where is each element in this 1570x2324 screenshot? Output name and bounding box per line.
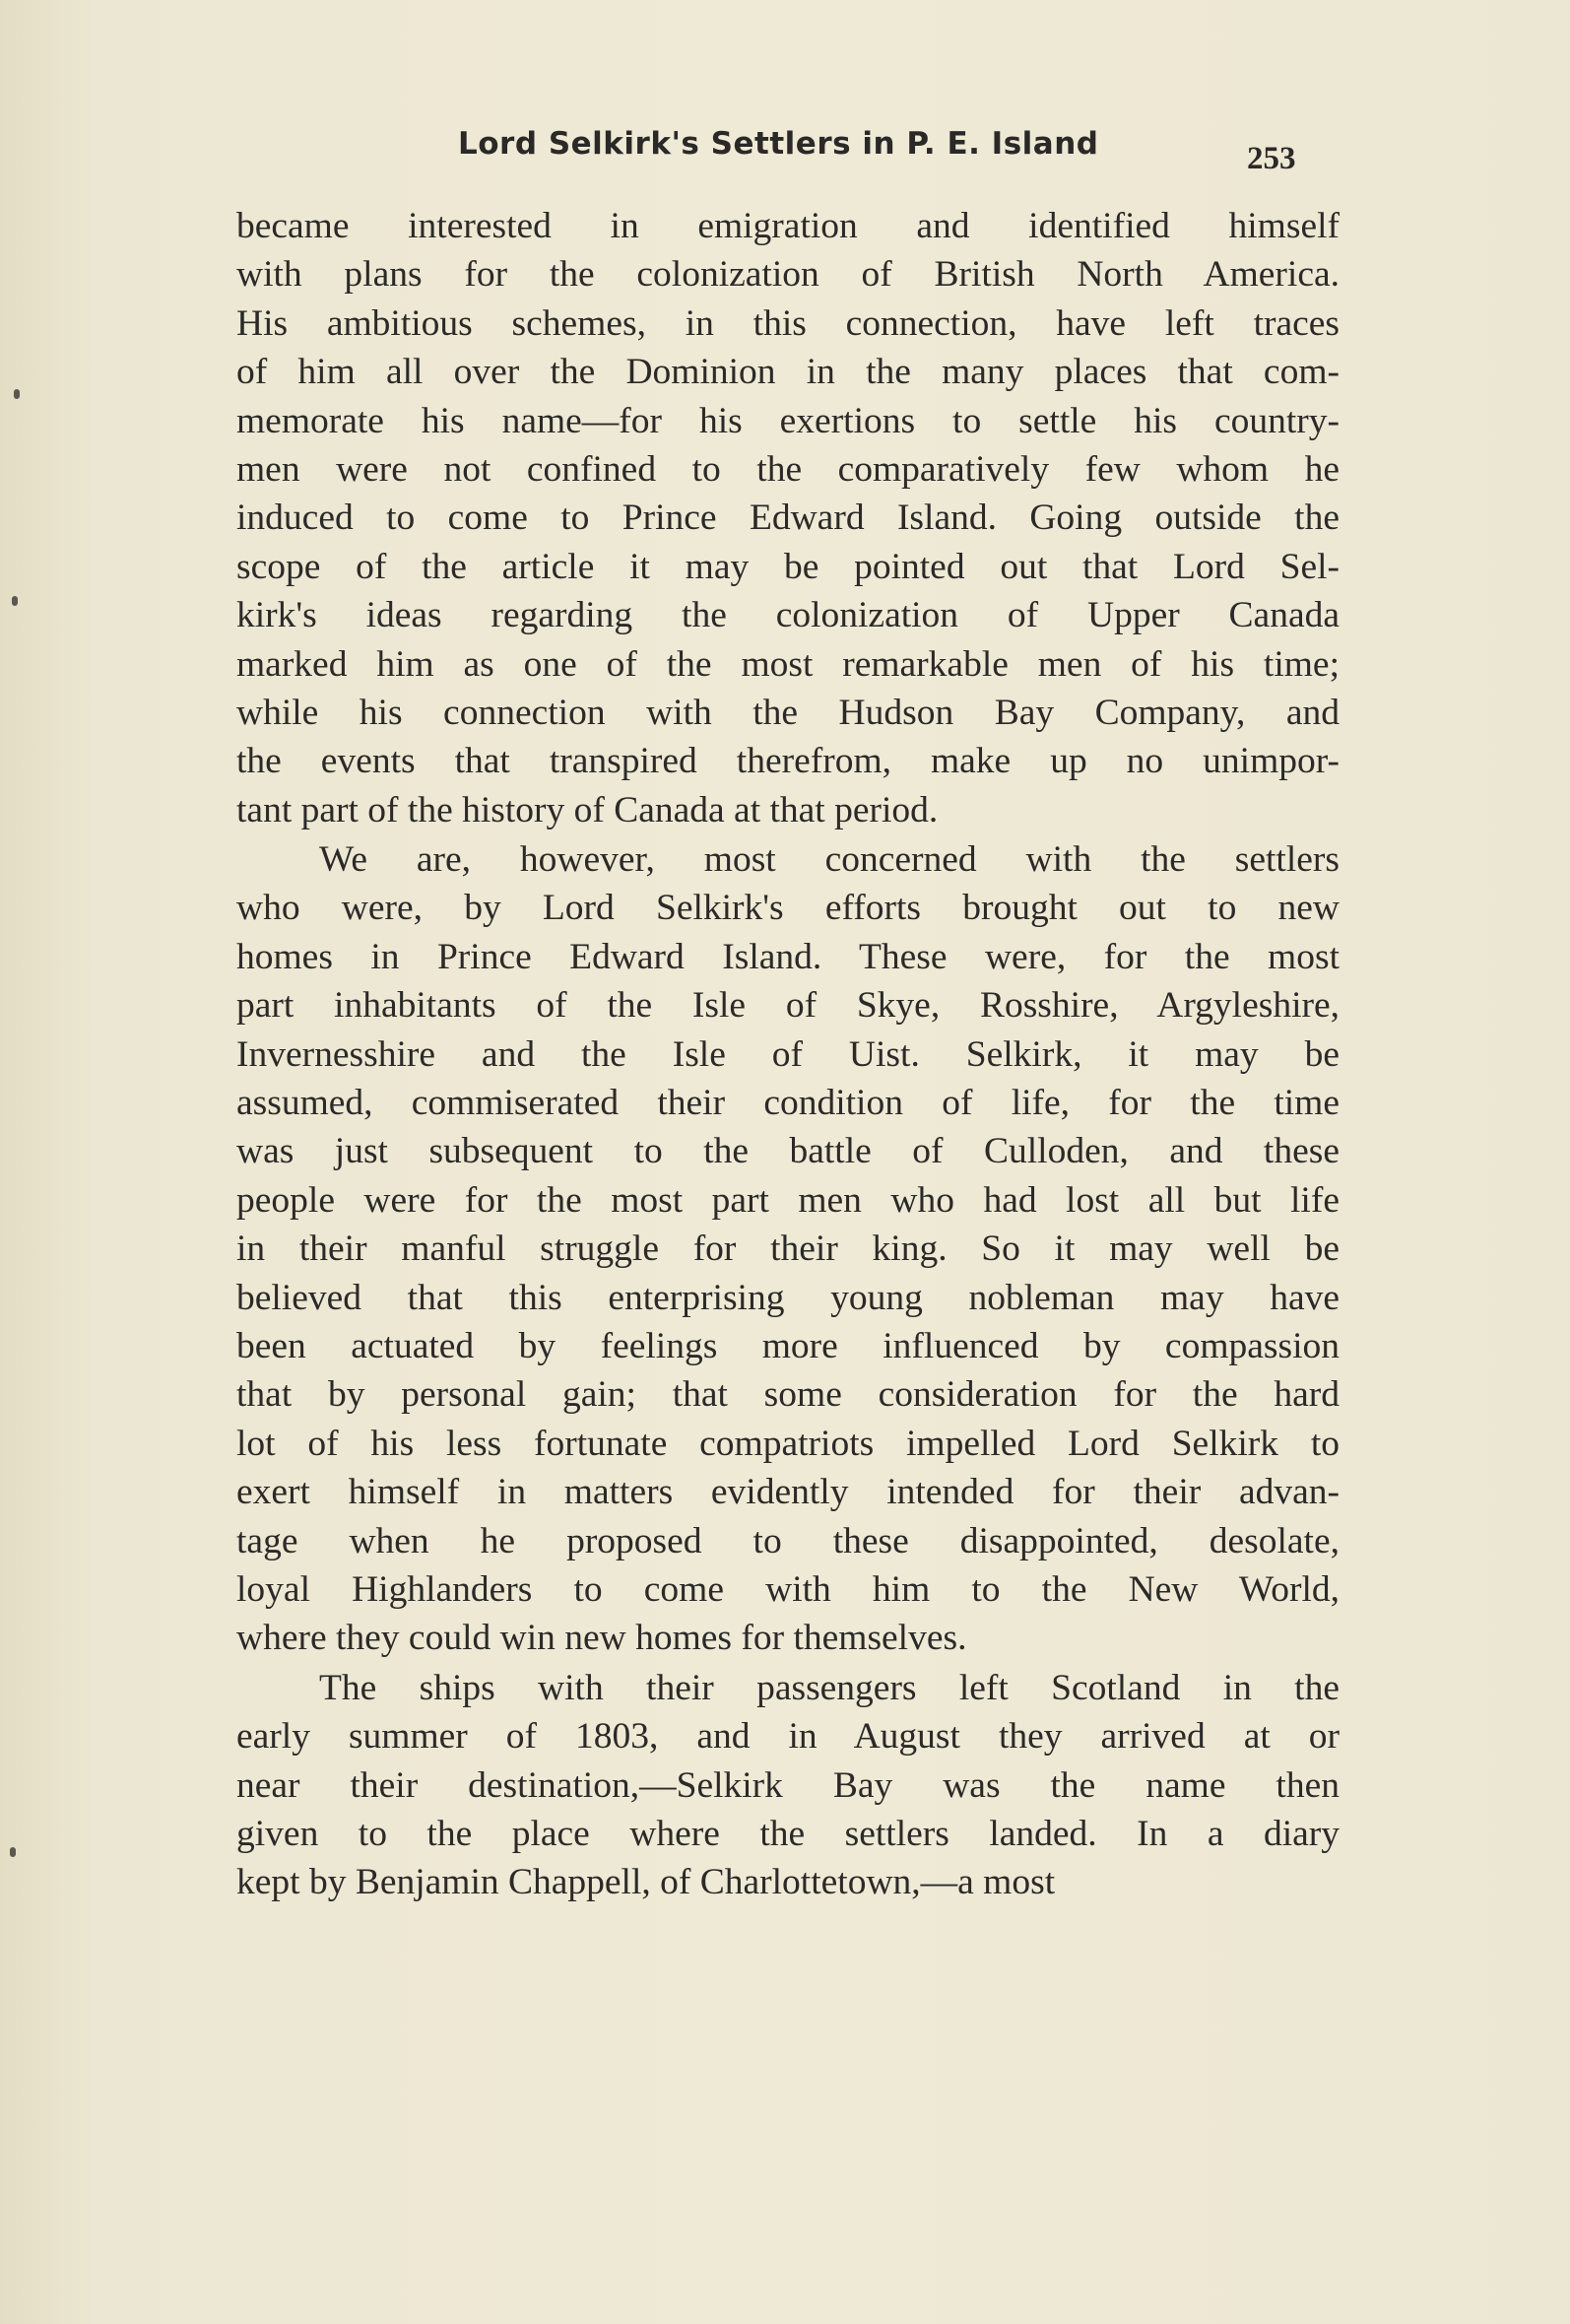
paragraph	[236, 835, 1340, 1663]
text-line: memorate his name—for his exertions to settle his country-	[236, 400, 1340, 441]
text-line: with plans for the colonization of British North America.	[236, 254, 1340, 296]
paragraph	[236, 1664, 1340, 1907]
text-line: while his connection with the Hudson Bay Company, and	[236, 692, 1340, 733]
text-line: Invernesshire and the Isle of Uist. Selkirk, it may be	[236, 1033, 1340, 1075]
text-line: marked him as one of the most remarkable men of his time;	[236, 643, 1340, 685]
text-line: tant part of the history of Canada at that period.	[236, 789, 939, 830]
text-line: believed that this enterprising young nobleman may have	[236, 1277, 1340, 1318]
text-line: of him all over the Dominion in the many places that com-	[236, 352, 1340, 393]
text-line: early summer of 1803, and in August they arrived at or	[236, 1716, 1340, 1758]
text-line: lot of his less fortunate compatriots impelled Lord Selkirk to	[236, 1423, 1340, 1464]
margin-speck	[12, 596, 18, 606]
text-line: people were for the most part men who had lost all but life	[236, 1179, 1340, 1221]
text-line: near their destination,—Selkirk Bay was the name then	[236, 1764, 1340, 1806]
text-line: who were, by Lord Selkirk's efforts brought out to new	[236, 888, 1340, 929]
text-line: in their manful struggle for their king. So it may well be	[236, 1228, 1340, 1270]
text-line: was just subsequent to the battle of Culloden, and these	[236, 1131, 1340, 1172]
text-line: where they could win new homes for themselves.	[236, 1618, 967, 1659]
text-line: scope of the article it may be pointed out that Lord Sel-	[236, 546, 1340, 587]
text-line: The ships with their passengers left Scotland in the	[319, 1667, 1340, 1708]
paragraph	[236, 202, 1340, 834]
text-line: kirk's ideas regarding the colonization of Upper Canada	[236, 595, 1340, 636]
margin-speck	[14, 389, 20, 399]
text-line: loyal Highlanders to come with him to the New World,	[236, 1568, 1340, 1610]
text-line: the events that transpired therefrom, make up no unimpor-	[236, 741, 1340, 782]
text-line: men were not confined to the comparatively few whom he	[236, 448, 1340, 490]
text-line: His ambitious schemes, in this connection, have left traces	[236, 302, 1340, 344]
text-line: exert himself in matters evidently intended for their advan-	[236, 1472, 1340, 1513]
body-text	[236, 202, 1340, 1907]
running-title: Lord Selkirk's Settlers in P. E. Island	[458, 126, 1099, 162]
text-line: We are, however, most concerned with the settlers	[319, 839, 1340, 881]
text-line: tage when he proposed to these disappointed, desolate,	[236, 1520, 1340, 1561]
text-line: became interested in emigration and identified himself	[236, 206, 1340, 246]
text-line: kept by Benjamin Chappell, of Charlottetown,—a most	[236, 1862, 1056, 1903]
text-line: induced to come to Prince Edward Island. Going outside the	[236, 498, 1340, 539]
text-line: given to the place where the settlers landed. In a diary	[236, 1813, 1340, 1854]
text-line: that by personal gain; that some consideration for the hard	[236, 1374, 1340, 1416]
text-line: part inhabitants of the Isle of Skye, Rosshire, Argyleshire,	[236, 985, 1340, 1027]
text-line: been actuated by feelings more influenced by compassion	[236, 1325, 1340, 1366]
text-line: homes in Prince Edward Island. These were, for the most	[236, 936, 1340, 977]
text-line: assumed, commiserated their condition of life, for the time	[236, 1083, 1340, 1124]
page-number: 253	[1247, 141, 1296, 176]
margin-speck	[10, 1847, 16, 1857]
